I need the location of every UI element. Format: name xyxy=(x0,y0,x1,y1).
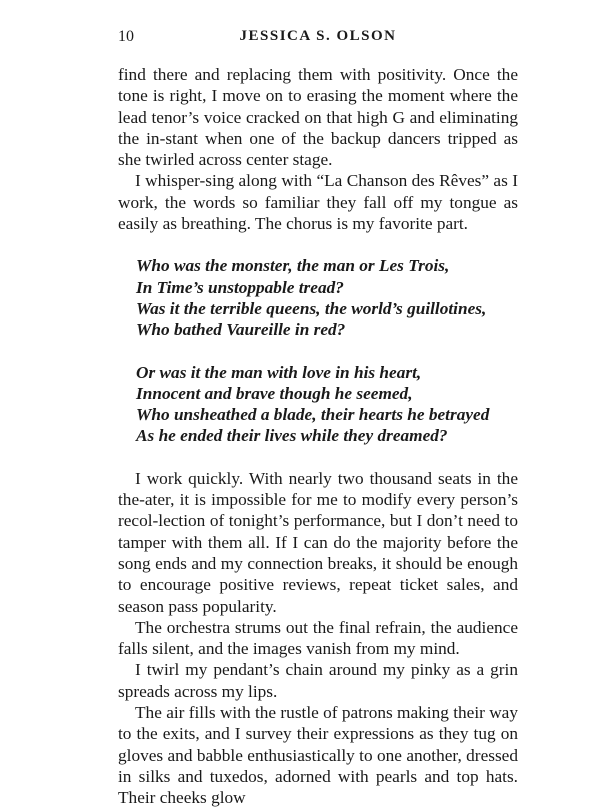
page-number: 10 xyxy=(118,28,134,45)
verse-line: In Time’s unstoppable tread? xyxy=(136,277,344,297)
running-head-author: JESSICA S. OLSON xyxy=(239,28,397,44)
verse-line: Who unsheathed a blade, their hearts he betrayed xyxy=(136,405,490,425)
text-after-verse xyxy=(118,468,518,809)
verse-line: As he ended their lives while they dreamed? xyxy=(136,426,448,446)
verse-line: Who was the monster, the man or Les Trois, xyxy=(136,256,450,276)
paragraph: find there and replacing them with positivity. Once the tone is right, I move on to erasing the moment where the lead tenor’s voice cracked on that high G and eliminating the in-stant when one of the backup dancers tripped as she twirled across center stage. xyxy=(118,65,518,170)
paragraph: The air fills with the rustle of patrons making their way to the exits, and I survey their expressions as they tug on gloves and babble enthusiastically to one another, dressed in silks and tuxedos, adorned with pearls and top hats. Their cheeks glow xyxy=(118,703,518,808)
song-verse xyxy=(136,255,518,446)
paragraph: The orchestra strums out the final refrain, the audience falls silent, and the images vanish from my mind. xyxy=(118,617,518,659)
page-body xyxy=(118,64,518,809)
verse-line: Was it the terrible queens, the world’s guillotines, xyxy=(136,298,487,318)
verse-stanza xyxy=(136,255,518,340)
paragraph: I twirl my pendant’s chain around my pinky as a grin spreads across my lips. xyxy=(118,660,518,701)
verse-line: Or was it the man with love in his heart, xyxy=(136,362,422,382)
paragraph: I whisper-sing along with “La Chanson des Rêves” as I work, the words so familiar they fall off my tongue as easily as breathing. The chorus is my favorite part. xyxy=(118,171,518,234)
paragraph: I work quickly. With nearly two thousand seats in the the-ater, it is impossible for me to modify every person’s recol-lection of tonight’s performance, but I don’t need to tamper with them all. If I can do the majority before the song ends and my connection breaks, it should be enough to encourage positive reviews, repeat ticket sales, and season pass popularity. xyxy=(118,468,518,616)
page-header xyxy=(118,28,518,52)
verse-line: Who bathed Vaureille in red? xyxy=(136,320,346,340)
verse-stanza xyxy=(136,362,518,447)
verse-line: Innocent and brave though he seemed, xyxy=(136,383,413,403)
